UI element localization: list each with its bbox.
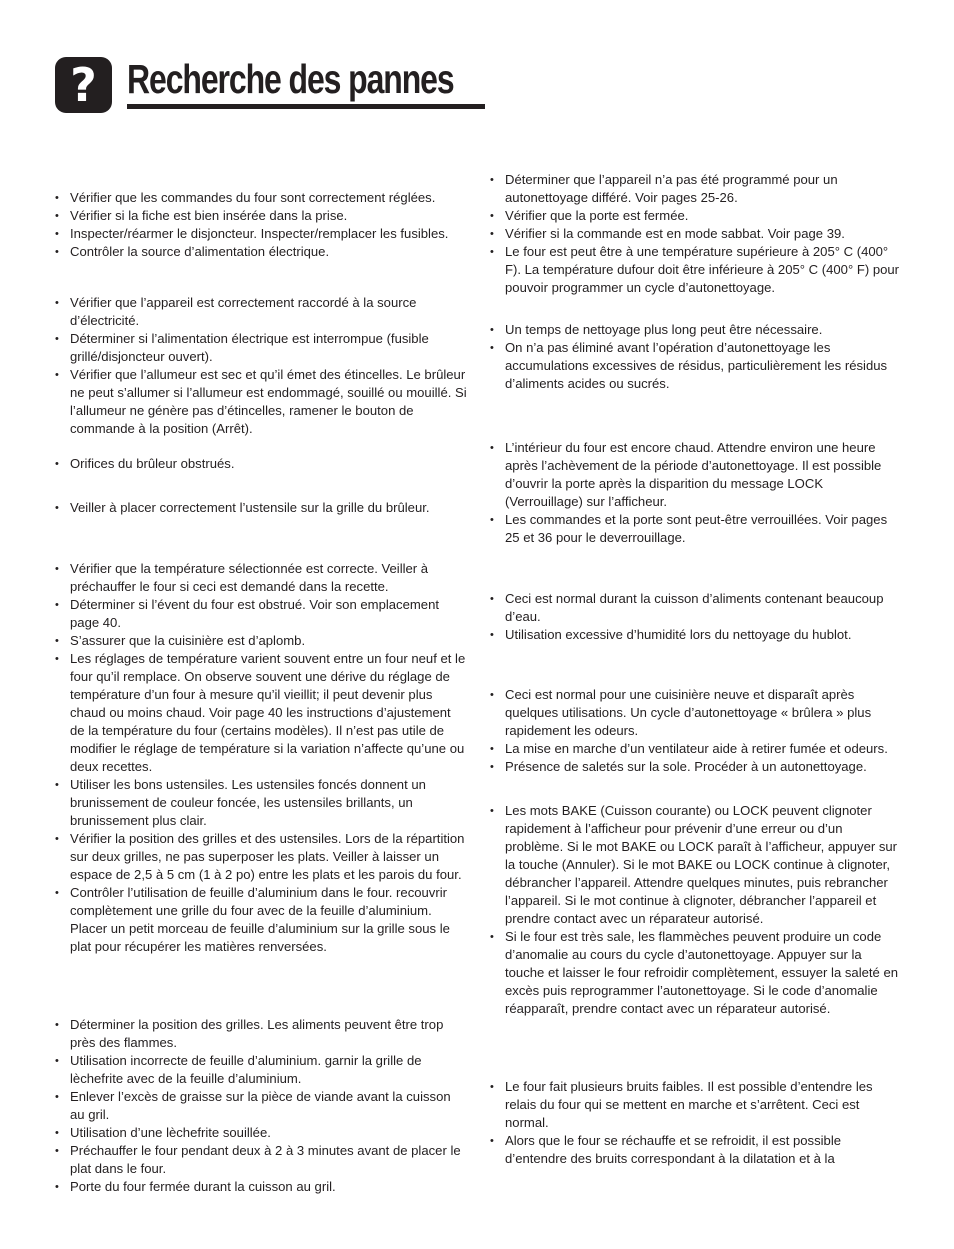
bullet-item [490, 590, 902, 626]
bullet-item [490, 243, 902, 297]
right-troubleshooting-group [490, 171, 902, 297]
page-title: Recherche des pannes [127, 56, 454, 102]
bullet-text: • Vérifier que les commandes du four sont correctement réglées. [70, 190, 436, 205]
bullet-text: • Si le four est très sale, les flammèches peuvent produire un code d’anomalie au cours du cycle d’autonettoyage. Appuyer sur la touche et laisser le four refroidir complètement, essuyer la saleté en excès puis reprogrammer l’autonettoyage. Si le code d’anomalie réapparaît, prendre contact avec un réparateur autorisé. [505, 929, 899, 1016]
left-troubleshooting-group [55, 499, 467, 517]
left-column [55, 189, 467, 1249]
bullet-item [490, 758, 902, 776]
left-troubleshooting-group [55, 294, 467, 438]
bullet-item [55, 650, 467, 776]
bullet-text: • Présence de saletés sur la sole. Procéder à un autonettoyage. [505, 759, 867, 774]
bullet-item [55, 632, 467, 650]
left-troubleshooting-group [55, 189, 467, 261]
bullet-item [55, 1052, 467, 1088]
bullet-item [490, 321, 902, 339]
right-troubleshooting-group [490, 802, 902, 1018]
bullet-text: • Ceci est normal durant la cuisson d’aliments contenant beaucoup d’eau. [505, 591, 884, 624]
bullet-text: • Utilisation incorrecte de feuille d’aluminium. garnir la grille de lèchefrite avec de la feuille d’aluminium. [70, 1053, 422, 1086]
bullet-text: • Vérifier que l’allumeur est sec et qu’il émet des étincelles. Le brûleur ne peut s’allumer si l’allumeur est endommagé, souillé ou mouillé. Si l’allumeur ne génère pas d’étincelles, ramener le bouton de commande à la position (Arrêt). [70, 367, 467, 436]
bullet-item [490, 225, 902, 243]
bullet-item [55, 830, 467, 884]
right-troubleshooting-group [490, 1078, 902, 1168]
bullet-item [55, 596, 467, 632]
bullet-text: • Préchauffer le four pendant deux à 2 à 3 minutes avant de placer le plat dans le four. [70, 1143, 461, 1176]
bullet-item [55, 1142, 467, 1178]
bullet-item [490, 928, 902, 1018]
bullet-item [55, 1124, 467, 1142]
bullet-text: • L’intérieur du four est encore chaud. Attendre environ une heure après l’achèvement de la période d’autonettoyage. Il est possible d’ouvrir la porte après la disparition du message LOCK (Verrouillage) sur l’afficheur. [505, 440, 882, 509]
bullet-item [490, 439, 902, 511]
bullet-text: • Le four est peut être à une température supérieure à 205° C (400° F). La température dufour doit être inférieure à 205° C (400° F) pour pouvoir programmer un cycle d’autonettoyage. [505, 244, 900, 295]
bullet-item [490, 802, 902, 928]
bullet-item [55, 225, 467, 243]
bullet-text: • Alors que le four se réchauffe et se refroidit, il est possible d’entendre des bruits correspondant à la dilatation et à la [505, 1133, 842, 1166]
bullet-item [55, 243, 467, 261]
bullet-text: • Déterminer si l’alimentation électrique est interrompue (fusible grillé/disjoncteur ouvert). [70, 331, 429, 364]
bullet-item [55, 294, 467, 330]
bullet-text: • Le four fait plusieurs bruits faibles. Il est possible d’entendre les relais du four qui se mettent en marche et s’arrêtent. Ceci est normal. [505, 1079, 873, 1130]
left-troubleshooting-group [55, 455, 467, 473]
bullet-item [490, 171, 902, 207]
bullet-text: • Déterminer que l’appareil n’a pas été programmé pour un autonettoyage différé. Voir pages 25-26. [505, 172, 838, 205]
bullet-item [55, 776, 467, 830]
bullet-text: • Porte du four fermée durant la cuisson au gril. [70, 1179, 336, 1194]
bullet-text: • On n’a pas éliminé avant l’opération d’autonettoyage les accumulations excessives de résidus, particulièrement les résidus d’aliments acides ou sucrés. [505, 340, 888, 391]
bullet-text: • Utilisation d’une lèchefrite souillée. [70, 1125, 271, 1140]
bullet-item [490, 686, 902, 740]
bullet-text: • Vérifier si la fiche est bien insérée dans la prise. [70, 208, 348, 223]
left-troubleshooting-group [55, 1016, 467, 1196]
bullet-text: • Orifices du brûleur obstrués. [70, 456, 235, 471]
bullet-item [55, 1088, 467, 1124]
bullet-text: • Vérifier que l’appareil est correctement raccordé à la source d’électricité. [70, 295, 417, 328]
bullet-text: • S’assurer que la cuisinière est d’aplomb. [70, 633, 306, 648]
bullet-item [55, 499, 467, 517]
right-troubleshooting-group [490, 590, 902, 644]
right-troubleshooting-group [490, 321, 902, 393]
bullet-text: • Inspecter/réarmer le disjoncteur. Inspecter/remplacer les fusibles. [70, 226, 449, 241]
bullet-item [490, 1078, 902, 1132]
bullet-item [490, 207, 902, 225]
bullet-text: • Enlever l’excès de graisse sur la pièce de viande avant la cuisson au gril. [70, 1089, 451, 1122]
bullet-text: • Vérifier la position des grilles et des ustensiles. Lors de la répartition sur deux grilles, ne pas superposer les plats. Veiller à laisser un espace de 2,5 à 5 cm (1 à 2 po) entre les plats et les parois du four. [70, 831, 465, 882]
bullet-item [55, 207, 467, 225]
bullet-text: • Les réglages de température varient souvent entre un four neuf et le four qu’il remplace. On observe souvent une dérive du réglage de température d’un four à mesure qu’il vieillit; il peut devenir plus chaud ou moins chaud. Voir page 40 les instructions d’ajustement de la température du four (certains modèles). Il n’est pas utile de modifier le réglage de température si la variation n’affecte qu’une ou deux recettes. [70, 651, 466, 774]
bullet-item [55, 330, 467, 366]
bullet-text: • Un temps de nettoyage plus long peut être nécessaire. [505, 322, 823, 337]
right-troubleshooting-group [490, 686, 902, 776]
bullet-item [490, 511, 902, 547]
right-troubleshooting-group [490, 439, 902, 547]
bullet-text: • La mise en marche d’un ventilateur aide à retirer fumée et odeurs. [505, 741, 888, 756]
bullet-item [55, 1016, 467, 1052]
title-underline [127, 104, 485, 109]
bullet-text: • Les mots BAKE (Cuisson courante) ou LOCK peuvent clignoter rapidement à l’afficheur pour prévenir d’une erreur ou d’un problème. Si le mot BAKE ou LOCK paraît à l’afficheur, appuyer sur la touche (Annuler). Si le mot BAKE ou LOCK continue à clignoter, débrancher l’appareil. Attendre quelques minutes, puis rebrancher l’appareil. Si le mot continue à clignoter, débrancher l’appareil et prendre contact avec un réparateur autorisé. [505, 803, 898, 926]
bullet-item [490, 626, 902, 644]
bullet-text: • Déterminer si l’évent du four est obstrué. Voir son emplacement page 40. [70, 597, 439, 630]
bullet-text: • Utiliser les bons ustensiles. Les ustensiles foncés donnent un brunissement de couleur foncée, les ustensiles brillants, un brunissement plus clair. [70, 777, 426, 828]
bullet-item [55, 455, 467, 473]
bullet-text: • Vérifier que la température sélectionnée est correcte. Veiller à préchauffer le four si ceci est demandé dans la recette. [70, 561, 429, 594]
left-troubleshooting-group [55, 560, 467, 956]
bullet-text: • Contrôler la source d’alimentation électrique. [70, 244, 330, 259]
bullet-item [55, 1178, 467, 1196]
bullet-item [55, 884, 467, 956]
bullet-item [490, 339, 902, 393]
bullet-item [490, 740, 902, 758]
bullet-item [55, 189, 467, 207]
bullet-item [490, 1132, 902, 1168]
bullet-text: • Utilisation excessive d’humidité lors du nettoyage du hublot. [505, 627, 852, 642]
bullet-text: • Vérifier que la porte est fermée. [505, 208, 689, 223]
right-column [490, 171, 902, 1231]
bullet-text: • Veiller à placer correctement l’ustensile sur la grille du brûleur. [70, 500, 430, 515]
bullet-text: • Vérifier si la commande est en mode sabbat. Voir page 39. [505, 226, 845, 241]
question-mark-icon: ? [55, 57, 112, 113]
bullet-text: • Les commandes et la porte sont peut-être verrouillées. Voir pages 25 et 36 pour le deverrouillage. [505, 512, 888, 545]
bullet-item [55, 560, 467, 596]
bullet-text: • Déterminer la position des grilles. Les aliments peuvent être trop près des flammes. [70, 1017, 444, 1050]
bullet-text: • Ceci est normal pour une cuisinière neuve et disparaît après quelques utilisations. Un cycle d’autonettoyage « brûlera » plus rapidement les odeurs. [505, 687, 872, 738]
bullet-text: • Contrôler l’utilisation de feuille d’aluminium dans le four. recouvrir complètement une grille du four avec de la feuille d’aluminium. Placer un petit morceau de feuille d’aluminium sur la grille sous le plat pour récupérer les matières renversées. [70, 885, 450, 954]
bullet-item [55, 366, 467, 438]
